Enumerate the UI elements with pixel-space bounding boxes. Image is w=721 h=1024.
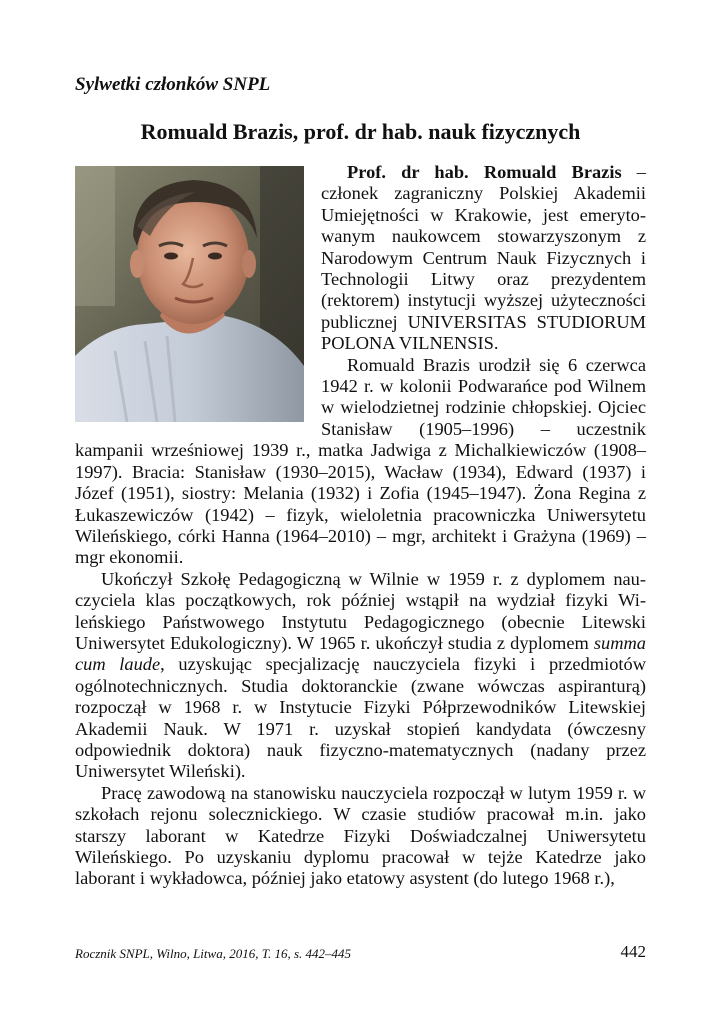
paragraph-biography: Romuald Brazis urodził się 6 czerwca 1942 r. w kolonii Podwarańce pod Wilnem w wielodzietnej rodzinie chłopskiej. Ojciec Stanisław (1905–1996) – uczestnik kampanii wrześniowej 1939 r., matka Jadwiga z Michalkiewiczów (1908–1997). Bracia: Stanisław (1930–2015), Wacław (1934), Edward (1937) i Józef (1951), siostry: Melania (1932) i Zofia (1945–1947). Żona Regina z Łukaszewiczów (1942) – fizyk, wieloletnia pracowniczka Uniwersytetu Wileńskiego, córki Hanna (1964–2010) – mgr, architekt i Grażyna (1969) – mgr ekonomii. <box>75 354 646 568</box>
paragraph-education <box>75 569 646 783</box>
article-title: Romuald Brazis, prof. dr hab. nauk fizycznych <box>140 119 581 144</box>
paragraph-intro-text: – członek zagraniczny Polskiej Akademii Umiejętności w Krakowie, jest emerytowanym naukowcem stowarzyszonym z Narodowym Centrum Nauk Fizycznych i Technologii Litwy oraz prezydentem (rektorem) instytucji wyższej użyteczności publicznej UNIVERSITAS STUDIORUM POLONA VILNENSIS. <box>321 162 646 354</box>
portrait-photo <box>75 166 304 422</box>
paragraph-education-text-a: Ukończył Szkołę Pedagogiczną w Wilnie w 1959 r. z dyplomem nauczyciela klas początkowych, rok później wstąpił na wydział fizyki Wileńskiego Państwowego Instytutu Pedagogicznego (obecnie Litewski Uniwersytet Edukologiczny). W 1965 r. ukończył studia z dyplomem <box>75 568 646 653</box>
article-body <box>75 162 646 890</box>
paragraph-education-emphasis: summa cum laude <box>75 632 646 675</box>
paragraph-career: Pracę zawodową na stanowisku nauczyciela rozpoczął w lutym 1959 r. w szkołach rejonu solecznickiego. W czasie studiów pracował m.in. jako starszy laborant w Katedrze Fizyki Doświadczalnej Uniwersytetu Wileńskiego. Po uzyskaniu dyplomu pracował w tejże Katedrze jako laborant i wykładowca, później jako etatowy asystent (do lutego 1968 r.), <box>75 782 646 889</box>
footer-reference: Rocznik SNPL, Wilno, Litwa, 2016, T. 16, s. 442–445 <box>75 946 352 961</box>
section-header: Sylwetki członków SNPL <box>75 74 271 95</box>
paragraph-education-text-b: , uzyskując specjalizację nauczyciela fizyki i przedmiotów ogólnotechnicznych. Studia doktoranckie (zwane wówczas aspiranturą) rozpoczął w 1968 r. w Instytucie Fizyki Półprzewodników Litewskiej Akademii Nauk. W 1971 r. uzyskał stopień kandydata (ówczesny odpowiednik doktora) nauk fizyczno-matematycznych (nadany przez Uniwersytet Wileński). <box>75 654 646 782</box>
paragraph-intro-lead: Prof. dr hab. Romuald Brazis <box>347 162 622 182</box>
page-number: 442 <box>620 942 646 961</box>
